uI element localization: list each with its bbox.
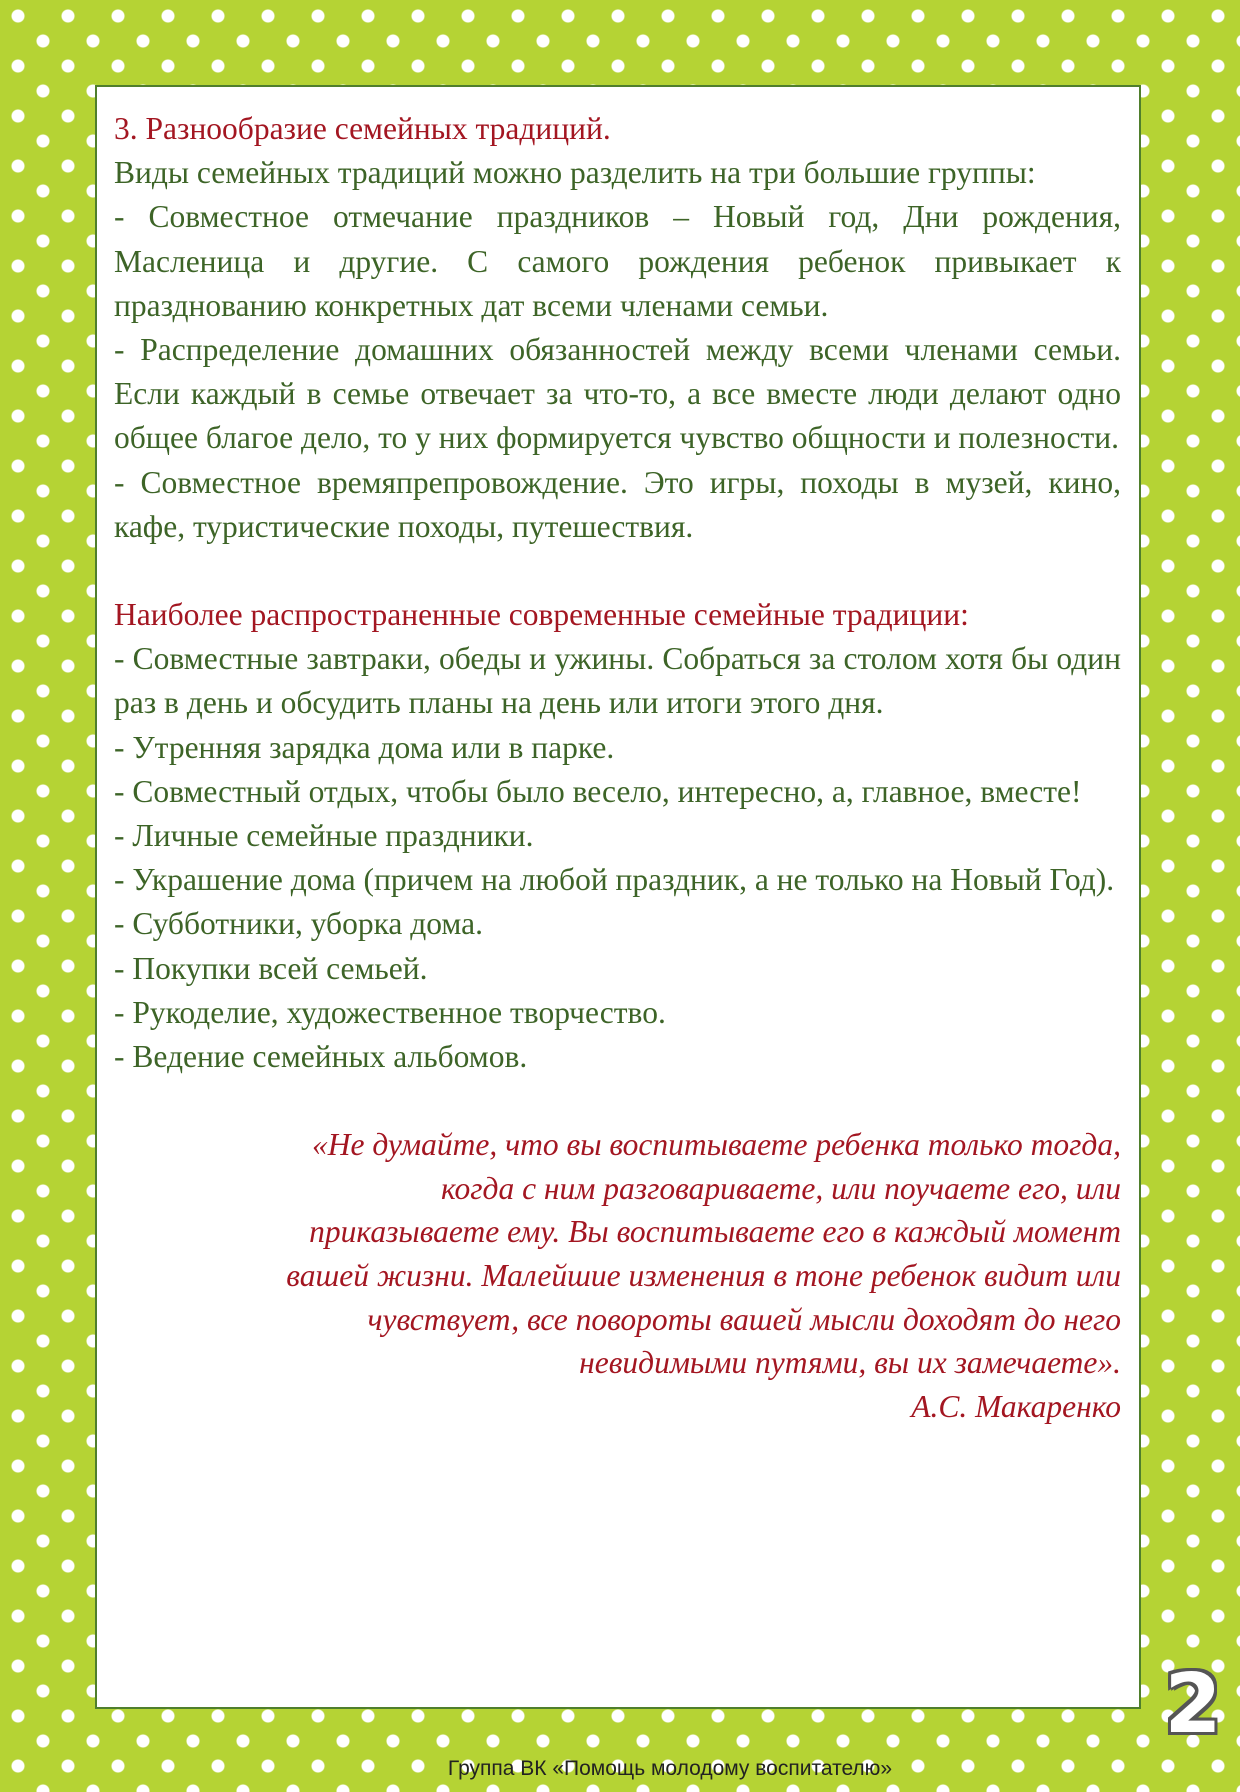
page-number: 2 — [1164, 1657, 1222, 1752]
quote-line: вашей жизни. Малейшие изменения в тоне ребенок видит или — [286, 1258, 1121, 1294]
spacer — [114, 549, 1121, 593]
quote-line: приказываете ему. Вы воспитываете его в каждый момент — [309, 1214, 1121, 1250]
traditions-heading: Наиболее распространенные современные семейные традиции: — [114, 597, 969, 633]
list-item: - Личные семейные праздники. — [114, 818, 534, 854]
section-paragraph: Виды семейных традиций можно разделить на три большие группы: — [114, 155, 1036, 191]
list-item: - Совместные завтраки, обеды и ужины. Собраться за столом хотя бы один раз в день и обсудить планы на день или итоги этого дня. — [114, 641, 1121, 721]
section-heading: 3. Разнообразие семейных традиций. — [114, 111, 611, 146]
quote-line: невидимыми путями, вы их замечаете». — [579, 1345, 1121, 1381]
quote-line: когда с ним разговариваете, или поучаете его, или — [440, 1170, 1121, 1206]
list-item: - Совместный отдых, чтобы было весело, интересно, а, главное, вместе! — [114, 773, 1082, 809]
section-paragraph: - Совместное отмечание праздников – Новый год, Дни рождения, Масленица и другие. С самого рождения ребенок привыкает к празднованию конкретных дат всеми членами семьи. — [114, 199, 1121, 323]
list-item: - Покупки всей семьей. — [114, 950, 428, 986]
list-item: - Украшение дома (причем на любой праздник, а не только на Новый Год). — [114, 862, 1115, 898]
list-item: - Рукоделие, художественное творчество. — [114, 994, 666, 1030]
list-item: - Субботники, уборка дома. — [114, 906, 484, 942]
section-paragraph: - Совместное времяпрепровождение. Это игры, походы в музей, кино, кафе, туристические походы, путешествия. — [114, 464, 1121, 544]
footer-text: Группа ВК «Помощь молодому воспитателю» — [447, 1757, 893, 1780]
quote-line: «Не думайте, что вы воспитываете ребенка только тогда, — [311, 1127, 1121, 1163]
quote-author: А.С. Макаренко — [911, 1388, 1121, 1424]
quote-line: чувствует, все повороты вашей мысли доходят до него — [367, 1301, 1121, 1337]
section-paragraph: - Распределение домашних обязанностей между всеми членами семьи. Если каждый в семье отвечает за что-то, а все вместе люди делают одно общее благое дело, то у них формируется чувство общности и полезности. — [114, 332, 1121, 456]
list-item: - Утренняя зарядка дома или в парке. — [114, 729, 615, 765]
content-panel — [95, 85, 1141, 1709]
list-item: - Ведение семейных альбомов. — [114, 1039, 528, 1075]
quote-block — [114, 1123, 1121, 1428]
